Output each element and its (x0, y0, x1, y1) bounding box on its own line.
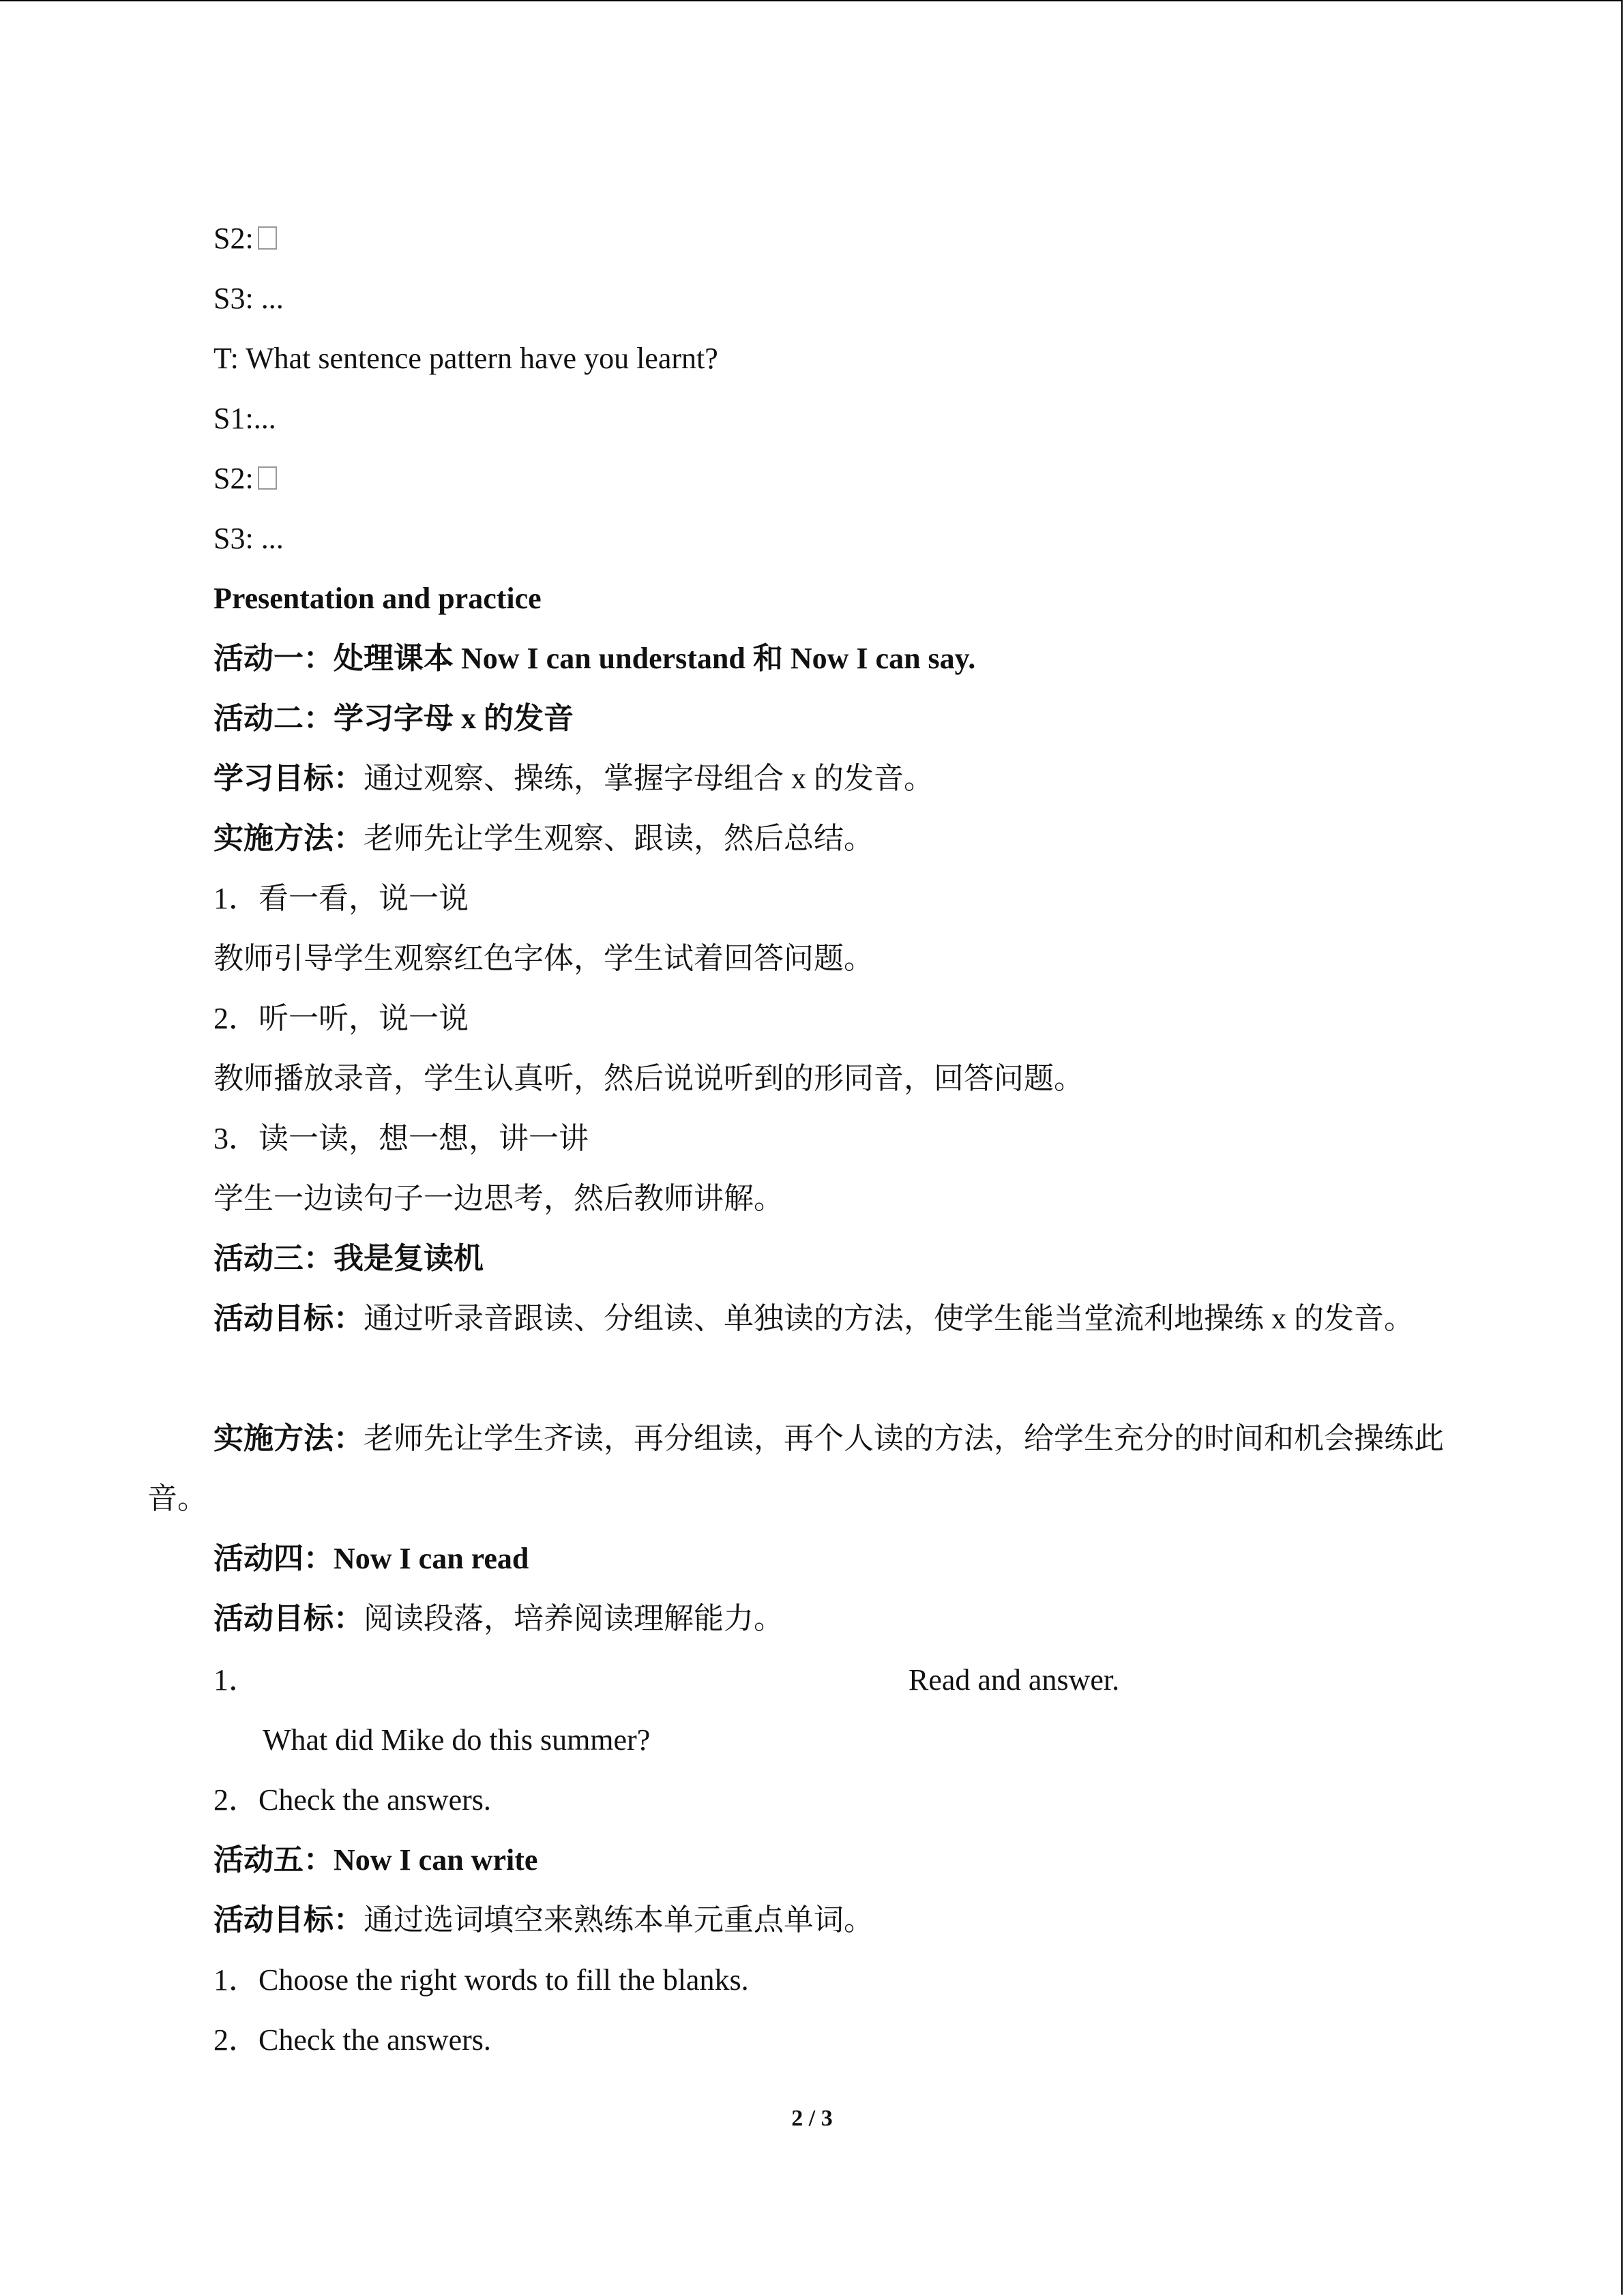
method-paragraph (147, 1409, 1471, 1529)
speaker-text: S2: (213, 222, 254, 255)
missing-glyph-box (258, 226, 277, 250)
activity-heading: 活动五：Now I can write (213, 1843, 538, 1877)
dialogue-line (213, 458, 277, 499)
method-label: 实施方法： (213, 1422, 364, 1455)
step-line: 2．听一听，说一说 (213, 1002, 469, 1035)
question-line: T: What sentence pattern have you learnt? (213, 342, 718, 375)
objective-label: 学习目标： (213, 762, 364, 795)
dialogue-line: S3: ... (213, 522, 284, 555)
objective-line (213, 758, 934, 799)
method-label: 实施方法： (213, 822, 364, 855)
question-line: What did Mike do this summer? (263, 1723, 651, 1757)
paragraph-line: 教师引导学生观察红色字体，学生试着回答问题。 (213, 942, 874, 975)
dialogue-line (213, 218, 277, 259)
objective-line (213, 1900, 874, 1941)
step-text: Read and answer. (909, 1663, 1120, 1697)
activity-heading: 活动四：Now I can read (213, 1542, 529, 1575)
objective-text: 阅读段落，培养阅读理解能力。 (364, 1602, 784, 1635)
step-line: 3．读一读，想一想，讲一讲 (213, 1122, 589, 1155)
dialogue-line: S3: ... (213, 282, 284, 315)
dialogue-line: S1:... (213, 402, 276, 435)
objective-line (213, 1598, 784, 1639)
page-number: 2 / 3 (791, 2106, 833, 2131)
method-text: 老师先让学生观察、跟读，然后总结。 (364, 822, 874, 855)
step-line (213, 1660, 1509, 1701)
speaker-text: S2: (213, 462, 254, 495)
objective-text: 通过选词填空来熟练本单元重点单词。 (364, 1903, 874, 1937)
objective-label: 活动目标： (213, 1903, 364, 1937)
step-line: 2．Check the answers. (213, 1783, 491, 1817)
missing-glyph-box (258, 466, 277, 490)
objective-paragraph (147, 1289, 1471, 1349)
objective-text: 通过听录音跟读、分组读、单独读的方法，使学生能当堂流利地操练 x 的发音。 (364, 1302, 1414, 1335)
section-heading: Presentation and practice (213, 582, 542, 615)
objective-label: 活动目标： (213, 1302, 364, 1335)
activity-heading: 活动一：处理课本 Now I can understand 和 Now I can say. (213, 642, 976, 675)
paragraph-line: 教师播放录音，学生认真听，然后说说听到的形同音，回答问题。 (213, 1062, 1084, 1095)
paragraph-line: 学生一边读句子一边思考，然后教师讲解。 (213, 1182, 784, 1215)
objective-label: 活动目标： (213, 1602, 364, 1635)
step-number: 1． (213, 1663, 259, 1697)
activity-heading: 活动三：我是复读机 (213, 1242, 484, 1275)
step-line: 1．看一看，说一说 (213, 882, 469, 915)
step-line: 2．Check the answers. (213, 2023, 491, 2057)
activity-heading: 活动二：学习字母 x 的发音 (213, 702, 574, 735)
method-line (213, 818, 874, 859)
objective-text: 通过观察、操练，掌握字母组合 x 的发音。 (364, 762, 934, 795)
method-text: 老师先让学生齐读，再分组读，再个人读的方法，给学生充分的时间和机会操练此音。 (147, 1422, 1444, 1515)
step-line: 1．Choose the right words to fill the blanks. (213, 1963, 749, 1997)
